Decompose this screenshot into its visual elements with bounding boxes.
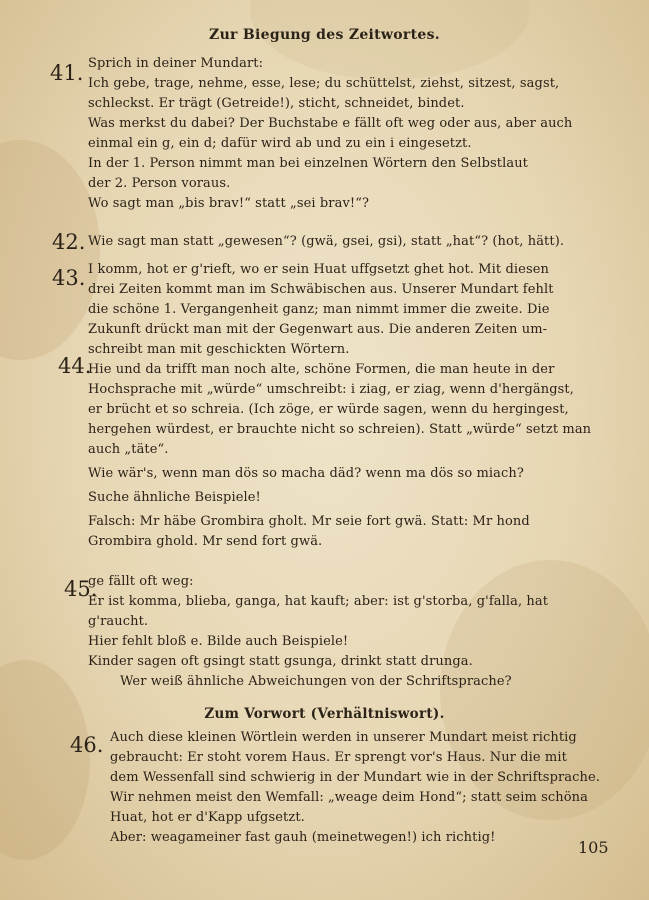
- exercise-number: 43.: [52, 266, 86, 290]
- text-line: Wo sagt man „bis brav!“ statt „sei brav!“?: [88, 196, 370, 211]
- section-heading: Zur Biegung des Zeitwortes.: [209, 27, 440, 43]
- text-line: Zukunft drückt man mit der Gegenwart aus. Die anderen Zeiten um-: [88, 322, 548, 337]
- text-line: dem Wessenfall sind schwierig in der Mundart wie in der Schriftsprache.: [110, 770, 601, 785]
- exercise-43-text: [88, 260, 608, 360]
- paper-stain: [0, 660, 90, 860]
- text-line: drei Zeiten kommt man im Schwäbischen aus. Unserer Mundart fehlt: [88, 282, 554, 297]
- text-line: Falsch: Mr häbe Grombira gholt. Mr seie fort gwä. Statt: Mr hond: [88, 514, 530, 529]
- text-line: Wie sagt man statt „gewesen“? (gwä, gsei, gsi), statt „hat“? (hot, hätt).: [88, 234, 565, 249]
- text-line: der 2. Person voraus.: [88, 176, 231, 191]
- text-line: Wer weiß ähnliche Abweichungen von der Schriftsprache?: [120, 674, 512, 689]
- exercise-number: 44.: [58, 354, 92, 378]
- text-line: Er ist komma, blieba, ganga, hat kauft; aber: ist g'storba, g'falla, hat: [88, 594, 549, 609]
- exercise-number: 46.: [70, 733, 104, 757]
- text-line: Huat, hot er d'Kapp ufgsetzt.: [110, 810, 305, 825]
- text-line: er brücht et so schreia. (Ich zöge, er würde sagen, wenn du hergingest,: [88, 402, 569, 417]
- text-line: ge fällt oft weg:: [88, 574, 194, 589]
- page-number: 105: [578, 838, 609, 857]
- exercise-46-text: [110, 728, 610, 848]
- text-line: die schöne 1. Vergangenheit ganz; man nimmt immer die zweite. Die: [88, 302, 550, 317]
- text-line: Aber: weagameiner fast gauh (meinetwegen!) ich richtig!: [110, 830, 496, 845]
- text-line: schleckst. Er trägt (Getreide!), sticht, schneidet, bindet.: [88, 96, 465, 111]
- text-line: Hie und da trifft man noch alte, schöne Formen, die man heute in der: [88, 362, 555, 377]
- exercise-number: 45.: [64, 577, 98, 601]
- text-line: Sprich in deiner Mundart:: [88, 56, 264, 71]
- text-line: gebraucht: Er stoht vorem Haus. Er sprengt vor's Haus. Nur die mit: [110, 750, 567, 765]
- exercise-44-text: [88, 360, 608, 552]
- text-line: Wie wär's, wenn man dös so macha däd? wenn ma dös so miach?: [88, 466, 524, 481]
- text-line: einmal ein g, ein d; dafür wird ab und zu ein i eingesetzt.: [88, 136, 472, 151]
- text-line: Kinder sagen oft gsingt statt gsunga, drinkt statt drunga.: [88, 654, 473, 669]
- text-line: hergehen würdest, er brauchte nicht so schreien). Statt „würde“ setzt man: [88, 422, 592, 437]
- text-line: Was merkst du dabei? Der Buchstabe e fällt oft weg oder aus, aber auch: [88, 116, 573, 131]
- text-line: Suche ähnliche Beispiele!: [88, 490, 261, 505]
- text-line: Ich gebe, trage, nehme, esse, lese; du schüttelst, ziehst, sitzest, sagst,: [88, 76, 560, 91]
- exercise-45-text: [88, 572, 608, 692]
- text-line: Hochsprache mit „würde“ umschreibt: i ziag, er ziag, wenn d'hergängst,: [88, 382, 574, 397]
- text-line: g'raucht.: [88, 614, 149, 629]
- section-heading: Zum Vorwort (Verhältniswort).: [204, 706, 445, 722]
- text-line: schreibt man mit geschickten Wörtern.: [88, 342, 350, 357]
- exercise-number: 42.: [52, 230, 86, 254]
- text-line: Grombira ghold. Mr send fort gwä.: [88, 534, 323, 549]
- text-line: auch „täte“.: [88, 442, 169, 457]
- text-line: Auch diese kleinen Wörtlein werden in unserer Mundart meist richtig: [110, 730, 577, 745]
- text-line: I komm, hot er g'rieft, wo er sein Huat uffgsetzt ghet hot. Mit diesen: [88, 262, 549, 277]
- text-line: Wir nehmen meist den Wemfall: „weage deim Hond“; statt seim schöna: [110, 790, 588, 805]
- text-line: Hier fehlt bloß e. Bilde auch Beispiele!: [88, 634, 349, 649]
- exercise-number: 41.: [50, 61, 84, 85]
- text-line: In der 1. Person nimmt man bei einzelnen Wörtern den Selbstlaut: [88, 156, 528, 171]
- exercise-42-text: [88, 232, 608, 252]
- exercise-41-text: [88, 54, 608, 214]
